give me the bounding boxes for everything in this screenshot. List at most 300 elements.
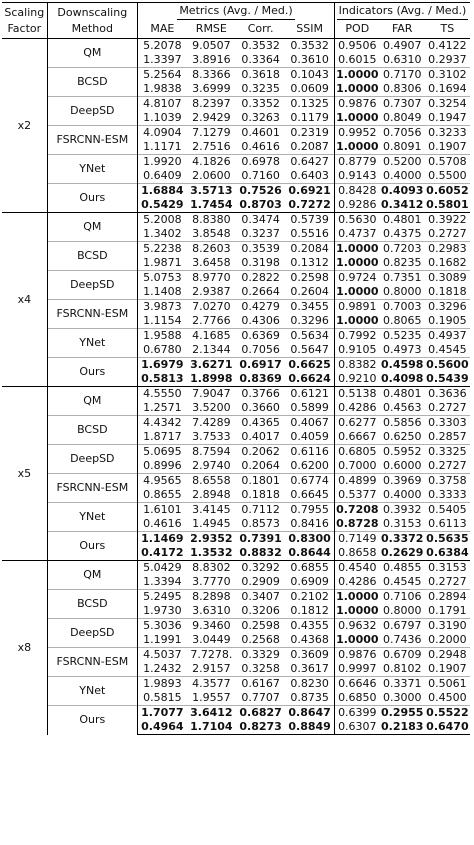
value-cell: 1.0000 [336, 68, 379, 81]
value-cell: 8.2397 [187, 97, 236, 112]
value-cell: 0.8644 [285, 546, 334, 561]
value-cell: 0.6645 [285, 488, 334, 503]
table-body [2, 39, 470, 735]
value-cell: 0.3233 [425, 126, 470, 141]
value-cell: 0.6384 [426, 546, 469, 559]
value-cell: 0.3237 [241, 227, 280, 240]
value-cell: 0.2948 [425, 648, 470, 663]
value-cell: 0.8832 [239, 546, 282, 559]
method-cell: DeepSD [47, 445, 137, 474]
value-cell: 0.1947 [428, 111, 467, 124]
value-cell: 1.6884 [137, 184, 186, 199]
value-cell: 0.6200 [285, 459, 334, 474]
value-cell: 0.5429 [141, 198, 184, 211]
value-cell: 0.8728 [336, 517, 379, 530]
value-cell: 0.4899 [334, 474, 379, 489]
header-metrics-group [137, 3, 334, 21]
header-downscaling-method: Downscaling Method [47, 3, 137, 39]
value-cell: 0.6917 [236, 358, 285, 373]
value-cell: 4.9565 [137, 474, 186, 489]
value-cell: 0.7272 [285, 198, 334, 213]
method-cell: QM [47, 39, 137, 68]
value-cell: 0.9876 [334, 97, 379, 112]
value-cell: 9.3460 [187, 619, 236, 634]
value-cell: 1.1171 [143, 140, 182, 153]
value-cell: 0.4098 [380, 372, 424, 385]
value-cell: 0.6409 [143, 169, 182, 182]
value-cell: 0.8658 [338, 546, 377, 559]
table-row [2, 271, 470, 286]
scaling-factor-cell: x5 [2, 387, 47, 561]
table-row [2, 300, 470, 315]
value-cell: 0.6399 [334, 706, 379, 721]
value-cell: 0.3296 [425, 300, 470, 315]
value-cell: 0.5708 [425, 155, 470, 170]
value-cell: 0.3352 [236, 97, 285, 112]
value-cell: 0.6978 [236, 155, 285, 170]
value-cell: 0.4737 [338, 227, 377, 240]
method-cell: FSRCNN-ESM [47, 474, 137, 503]
value-cell: 8.9770 [187, 271, 236, 286]
value-cell: 1.0000 [336, 140, 379, 153]
value-cell: 0.6850 [338, 691, 377, 704]
value-cell: 0.3617 [285, 662, 334, 677]
value-cell: 0.6113 [428, 517, 467, 530]
value-cell: 0.9876 [334, 648, 379, 663]
value-cell: 0.2604 [285, 285, 334, 300]
value-cell: 0.1818 [241, 488, 280, 501]
header-scaling-factor: Scaling Factor [2, 3, 47, 39]
value-cell: 0.6121 [285, 387, 334, 402]
table-row [2, 416, 470, 431]
value-cell: 0.4000 [382, 169, 422, 182]
table-row [2, 387, 470, 402]
value-cell: 0.4355 [285, 619, 334, 634]
value-cell: 0.6310 [382, 53, 422, 66]
value-cell: 0.7203 [380, 242, 425, 257]
value-cell: 0.3153 [382, 517, 422, 530]
value-cell: 0.8647 [285, 706, 334, 721]
value-cell: 0.2727 [428, 227, 467, 240]
value-cell: 2.9157 [192, 662, 231, 675]
value-cell: 4.5037 [137, 648, 186, 663]
value-cell: 0.8416 [285, 517, 334, 532]
method-cell: BCSD [47, 242, 137, 271]
value-cell: 0.5634 [285, 329, 334, 344]
value-cell: 1.3394 [143, 575, 182, 588]
value-cell: 0.2064 [241, 459, 280, 472]
value-cell: 0.6827 [236, 706, 285, 721]
value-cell: 0.6780 [143, 343, 182, 356]
header-col-corr: Corr. [236, 20, 285, 39]
value-cell: 1.0000 [336, 633, 379, 646]
table-row [2, 329, 470, 344]
value-cell: 0.9506 [334, 39, 379, 54]
value-cell: 0.4017 [241, 430, 280, 443]
value-cell: 0.5061 [425, 677, 470, 692]
value-cell: 8.3366 [187, 68, 236, 83]
value-cell: 1.9588 [137, 329, 186, 344]
value-cell: 0.6403 [285, 169, 334, 184]
table-row [2, 184, 470, 199]
method-cell: FSRCNN-ESM [47, 126, 137, 155]
value-cell: 3.6412 [187, 706, 236, 721]
value-cell: 4.3577 [187, 677, 236, 692]
value-cell: 1.0000 [336, 242, 379, 255]
value-cell: 1.0000 [336, 256, 379, 269]
value-cell: 0.1818 [428, 285, 467, 298]
value-cell: 1.7077 [137, 706, 186, 721]
value-cell: 8.2898 [187, 590, 236, 605]
value-cell: 2.9429 [192, 111, 231, 124]
value-cell: 0.7000 [338, 459, 377, 472]
value-cell: 1.0000 [336, 604, 379, 617]
value-cell: 0.7160 [241, 169, 280, 182]
value-cell: 0.4306 [241, 314, 280, 327]
value-cell: 0.6646 [334, 677, 379, 692]
value-cell: 0.4540 [334, 561, 379, 576]
table-row [2, 619, 470, 634]
value-cell: 0.9952 [334, 126, 379, 141]
value-cell: 0.3102 [425, 68, 470, 83]
table-row [2, 706, 470, 721]
method-cell: QM [47, 561, 137, 590]
value-cell: 0.4563 [382, 401, 422, 414]
value-cell: 0.3474 [236, 213, 285, 228]
method-cell: YNet [47, 503, 137, 532]
value-cell: 0.7056 [380, 126, 425, 141]
value-cell: 0.5813 [141, 372, 184, 385]
table-row [2, 590, 470, 605]
value-cell: 0.1791 [428, 604, 467, 617]
value-cell: 2.9352 [187, 532, 236, 547]
value-cell: 3.8548 [192, 227, 231, 240]
value-cell: 0.8428 [334, 184, 379, 199]
value-cell: 0.8091 [382, 140, 422, 153]
value-cell: 0.5200 [380, 155, 425, 170]
value-cell: 1.8998 [190, 372, 233, 385]
value-cell: 0.5405 [425, 503, 470, 518]
value-cell: 0.9891 [334, 300, 379, 315]
value-cell: 5.0429 [137, 561, 186, 576]
value-cell: 0.5899 [285, 401, 334, 416]
value-cell: 0.3609 [285, 648, 334, 663]
value-cell: 0.5439 [426, 372, 469, 385]
value-cell: 0.7149 [334, 532, 379, 547]
method-cell: FSRCNN-ESM [47, 300, 137, 329]
value-cell: 0.4545 [382, 575, 422, 588]
header-indicators-group [334, 3, 470, 21]
value-cell: 8.2603 [187, 242, 236, 257]
value-cell: 1.1154 [143, 314, 182, 327]
value-cell: 0.4000 [382, 488, 422, 501]
value-cell: 0.8382 [334, 358, 379, 373]
value-cell: 7.9047 [187, 387, 236, 402]
value-cell: 2.7516 [192, 140, 231, 153]
value-cell: 0.3254 [425, 97, 470, 112]
value-cell: 0.5647 [285, 343, 334, 358]
value-cell: 0.3303 [425, 416, 470, 431]
value-cell: 5.2564 [137, 68, 186, 83]
results-table [2, 2, 470, 735]
value-cell: 0.4937 [425, 329, 470, 344]
value-cell: 0.8369 [239, 372, 282, 385]
value-cell: 0.6307 [334, 720, 379, 735]
value-cell: 0.6855 [285, 561, 334, 576]
value-cell: 0.3364 [241, 53, 280, 66]
value-cell: 1.6979 [137, 358, 186, 373]
value-cell: 0.2598 [285, 271, 334, 286]
value-cell: 0.4368 [285, 633, 334, 648]
method-cell: QM [47, 213, 137, 242]
value-cell: 0.4601 [236, 126, 285, 141]
value-cell: 0.6427 [285, 155, 334, 170]
method-cell: YNet [47, 329, 137, 358]
value-cell: 0.1312 [285, 256, 334, 271]
value-cell: 0.3292 [236, 561, 285, 576]
value-cell: 0.5235 [380, 329, 425, 344]
value-cell: 1.2571 [143, 401, 182, 414]
value-cell: 0.6052 [426, 184, 469, 197]
value-cell: 0.4973 [382, 343, 422, 356]
value-cell: 0.4801 [380, 213, 425, 228]
value-cell: 0.8000 [382, 285, 422, 298]
value-cell: 0.6015 [338, 53, 377, 66]
value-cell: 0.3618 [236, 68, 285, 83]
value-cell: 1.9920 [137, 155, 186, 170]
value-cell: 3.6999 [192, 82, 231, 95]
value-cell: 0.3766 [236, 387, 285, 402]
value-cell: 0.2102 [285, 590, 334, 605]
value-cell: 3.6458 [192, 256, 231, 269]
value-cell: 0.4122 [425, 39, 470, 54]
value-cell: 0.1907 [428, 662, 467, 675]
table-row [2, 358, 470, 373]
table-row [2, 97, 470, 112]
value-cell: 0.2062 [236, 445, 285, 460]
value-cell: 0.8102 [382, 662, 422, 675]
value-cell: 0.5815 [143, 691, 182, 704]
value-cell: 0.1179 [285, 111, 334, 126]
value-cell: 1.3397 [143, 53, 182, 66]
value-cell: 0.3329 [236, 648, 285, 663]
table-row [2, 39, 470, 54]
value-cell: 0.1682 [428, 256, 467, 269]
value-cell: 0.5635 [426, 532, 469, 545]
value-cell: 0.6250 [382, 430, 422, 443]
value-cell: 0.7056 [241, 343, 280, 356]
value-cell: 0.6167 [236, 677, 285, 692]
value-cell: 0.8849 [285, 720, 334, 735]
method-cell: BCSD [47, 590, 137, 619]
value-cell: 8.7594 [187, 445, 236, 460]
value-cell: 3.8916 [192, 53, 231, 66]
value-cell: 0.8996 [143, 459, 182, 472]
value-cell: 0.3610 [285, 53, 334, 68]
value-cell: 5.3036 [137, 619, 186, 634]
value-cell: 0.7351 [380, 271, 425, 286]
value-cell: 0.6625 [285, 358, 334, 373]
value-cell: 0.9997 [338, 662, 377, 675]
value-cell: 0.7112 [236, 503, 285, 518]
value-cell: 0.3922 [425, 213, 470, 228]
value-cell: 1.0000 [336, 314, 379, 327]
value-cell: 8.8380 [187, 213, 236, 228]
value-cell: 0.3532 [236, 39, 285, 54]
header-indicators-label: Indicators (Avg. / Med.) [337, 4, 469, 20]
value-cell: 0.2909 [241, 575, 280, 588]
table-row [2, 532, 470, 547]
value-cell: 0.2087 [285, 140, 334, 155]
value-cell: 0.7106 [380, 590, 425, 605]
value-cell: 3.7770 [192, 575, 231, 588]
value-cell: 0.5377 [338, 488, 377, 501]
value-cell: 0.5739 [285, 213, 334, 228]
value-cell: 0.6909 [285, 575, 334, 590]
value-cell: 1.2432 [143, 662, 182, 675]
table-row [2, 503, 470, 518]
value-cell: 0.0609 [285, 82, 334, 97]
value-cell: 7.0270 [187, 300, 236, 315]
scaling-factor-cell: x8 [2, 561, 47, 735]
value-cell: 1.9838 [143, 82, 182, 95]
header-metrics-label: Metrics (Avg. / Med.) [177, 4, 294, 20]
value-cell: 0.2983 [425, 242, 470, 257]
value-cell: 1.9730 [143, 604, 182, 617]
header-col-ts: TS [425, 20, 470, 39]
value-cell: 0.6667 [338, 430, 377, 443]
value-cell: 0.2822 [236, 271, 285, 286]
value-cell: 3.5200 [192, 401, 231, 414]
value-cell: 0.2727 [428, 575, 467, 588]
value-cell: 5.2078 [137, 39, 186, 54]
value-cell: 2.8948 [192, 488, 231, 501]
value-cell: 0.2664 [241, 285, 280, 298]
value-cell: 3.5713 [187, 184, 236, 199]
value-cell: 0.8703 [239, 198, 282, 211]
value-cell: 0.5138 [334, 387, 379, 402]
value-cell: 0.2000 [428, 633, 467, 646]
value-cell: 0.4500 [428, 691, 467, 704]
value-cell: 0.4286 [338, 575, 377, 588]
value-cell: 0.7526 [236, 184, 285, 199]
value-cell: 0.7707 [241, 691, 280, 704]
value-cell: 0.8655 [143, 488, 182, 501]
value-cell: 1.4945 [192, 517, 231, 530]
value-cell: 0.1801 [236, 474, 285, 489]
value-cell: 0.1905 [428, 314, 467, 327]
value-cell: 0.8573 [241, 517, 280, 530]
value-cell: 0.3407 [236, 590, 285, 605]
value-cell: 0.3258 [241, 662, 280, 675]
value-cell: 0.4093 [380, 184, 424, 197]
header-col-ssim: SSIM [285, 20, 334, 39]
value-cell: 0.7307 [380, 97, 425, 112]
value-cell: 0.8235 [382, 256, 422, 269]
value-cell: 0.2894 [425, 590, 470, 605]
value-cell: 5.2238 [137, 242, 186, 257]
value-cell: 0.4801 [380, 387, 425, 402]
value-cell: 1.9871 [143, 256, 182, 269]
value-cell: 0.3333 [428, 488, 467, 501]
value-cell: 4.4342 [137, 416, 186, 431]
value-cell: 0.9143 [338, 169, 377, 182]
value-cell: 0.4907 [380, 39, 425, 54]
value-cell: 0.5952 [380, 445, 425, 460]
header-col-far: FAR [380, 20, 425, 39]
value-cell: 1.3532 [190, 546, 233, 559]
table-row [2, 155, 470, 170]
value-cell: 0.5856 [380, 416, 425, 431]
value-cell: 0.4545 [428, 343, 467, 356]
value-cell: 0.3932 [380, 503, 425, 518]
value-cell: 0.2629 [380, 546, 424, 559]
method-cell: DeepSD [47, 271, 137, 300]
value-cell: 0.9286 [338, 198, 377, 211]
table-row [2, 213, 470, 228]
value-cell: 0.7992 [334, 329, 379, 344]
header-col-pod: POD [334, 20, 379, 39]
value-cell: 0.2857 [428, 430, 467, 443]
value-cell: 0.8230 [285, 677, 334, 692]
value-cell: 0.6709 [380, 648, 425, 663]
value-cell: 0.6805 [334, 445, 379, 460]
method-cell: Ours [47, 184, 137, 213]
value-cell: 0.2727 [428, 401, 467, 414]
method-cell: DeepSD [47, 619, 137, 648]
value-cell: 1.0000 [336, 285, 379, 298]
value-cell: 0.8306 [382, 82, 422, 95]
value-cell: 2.9387 [192, 285, 231, 298]
value-cell: 1.1991 [143, 633, 182, 646]
value-cell: 0.9105 [338, 343, 377, 356]
value-cell: 0.2568 [241, 633, 280, 646]
value-cell: 4.8107 [137, 97, 186, 112]
table-row [2, 126, 470, 141]
value-cell: 1.6101 [137, 503, 186, 518]
value-cell: 0.4172 [141, 546, 184, 559]
table-row [2, 474, 470, 489]
value-cell: 1.0000 [336, 111, 379, 124]
value-cell: 0.4365 [236, 416, 285, 431]
value-cell: 0.6921 [285, 184, 334, 199]
value-cell: 0.8065 [382, 314, 422, 327]
value-cell: 0.4286 [338, 401, 377, 414]
value-cell: 3.4145 [187, 503, 236, 518]
value-cell: 0.8273 [236, 720, 285, 735]
value-cell: 8.8302 [187, 561, 236, 576]
value-cell: 0.3371 [380, 677, 425, 692]
value-cell: 0.8735 [285, 691, 334, 706]
value-cell: 0.8779 [334, 155, 379, 170]
value-cell: 8.6558 [187, 474, 236, 489]
table-row [2, 677, 470, 692]
value-cell: 0.4616 [143, 517, 182, 530]
value-cell: 0.4616 [241, 140, 280, 153]
header-col-rmse: RMSE [187, 20, 236, 39]
method-cell: Ours [47, 532, 137, 561]
value-cell: 4.0904 [137, 126, 186, 141]
value-cell: 0.2084 [285, 242, 334, 257]
value-cell: 0.3636 [425, 387, 470, 402]
value-cell: 0.6277 [334, 416, 379, 431]
value-cell: 0.1907 [428, 140, 467, 153]
value-cell: 0.3089 [425, 271, 470, 286]
value-cell: 0.5630 [334, 213, 379, 228]
method-cell: FSRCNN-ESM [47, 648, 137, 677]
value-cell: 0.6797 [380, 619, 425, 634]
table-row [2, 648, 470, 663]
